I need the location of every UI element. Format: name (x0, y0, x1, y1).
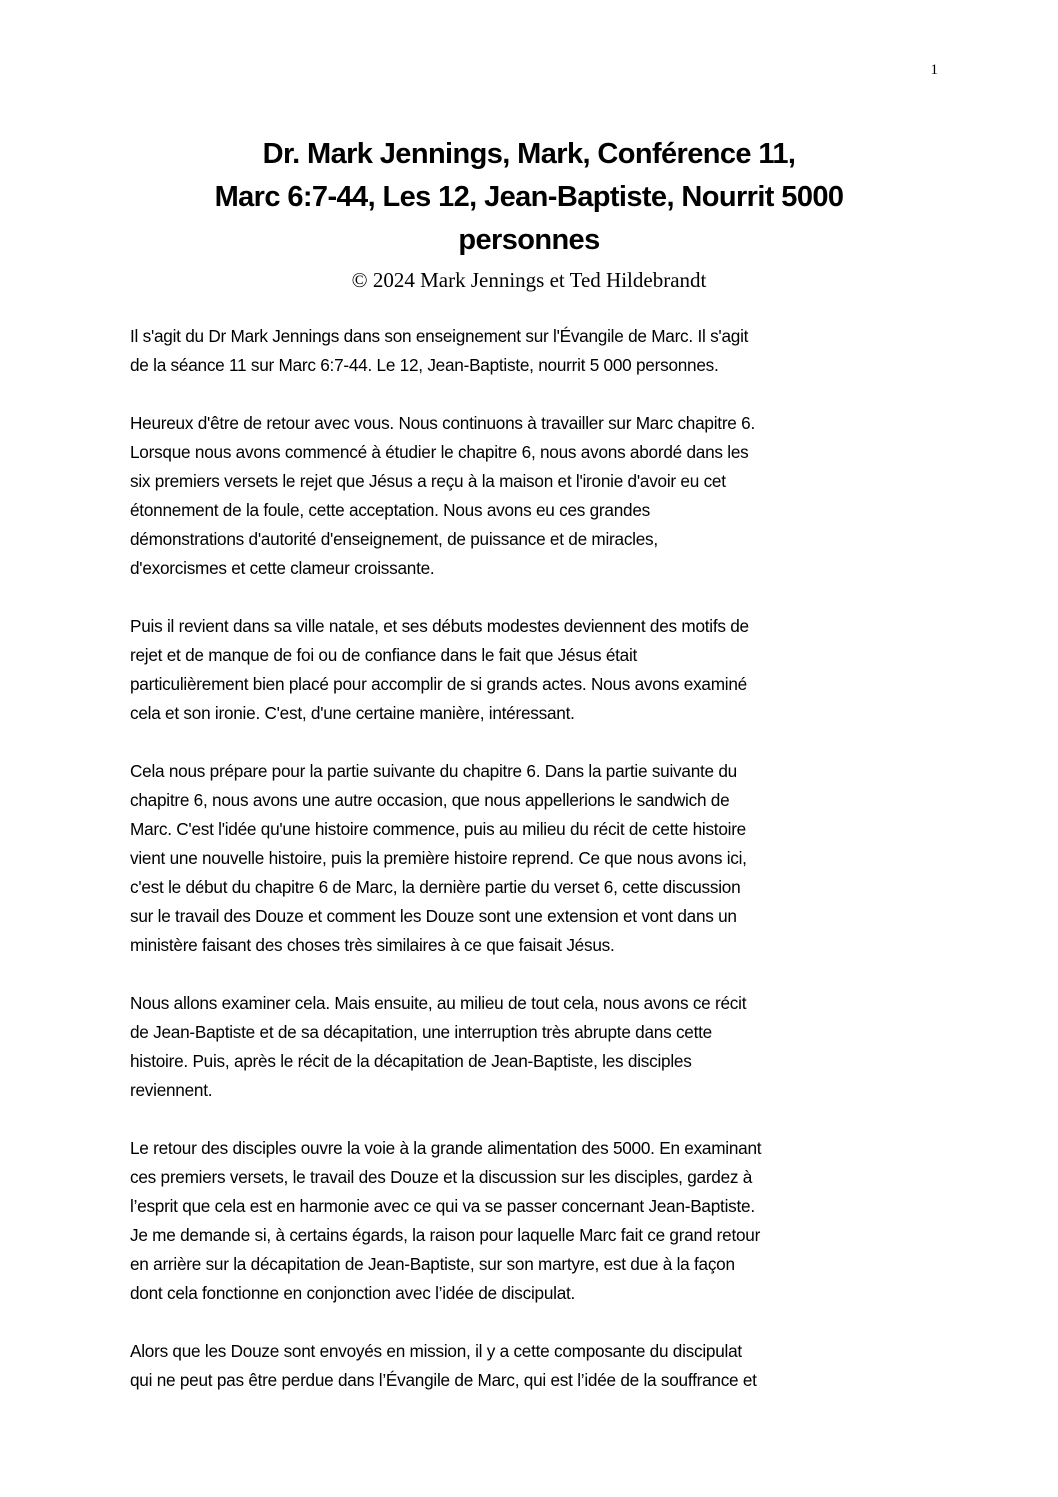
text-line: vient une nouvelle histoire, puis la première histoire reprend. Ce que nous avons ici, (130, 848, 747, 868)
title-line: Marc 6:7-44, Les 12, Jean-Baptiste, Nourrit 5000 (214, 181, 844, 213)
text-line: Alors que les Douze sont envoyés en mission, il y a cette composante du discipulat (130, 1341, 742, 1361)
paragraph (130, 1337, 950, 1395)
text-line: en arrière sur la décapitation de Jean-Baptiste, sur son martyre, est due à la façon (130, 1254, 735, 1274)
text-line: cela et son ironie. C'est, d'une certaine manière, intéressant. (130, 703, 575, 723)
text-line: d'exorcismes et cette clameur croissante. (130, 558, 435, 578)
text-line: Cela nous prépare pour la partie suivante du chapitre 6. Dans la partie suivante du (130, 761, 737, 781)
text-line: Le retour des disciples ouvre la voie à la grande alimentation des 5000. En examinant (130, 1138, 762, 1158)
paragraph (130, 757, 950, 960)
text-line: Marc. C'est l'idée qu'une histoire commence, puis au milieu du récit de cette histoire (130, 819, 746, 839)
text-line: particulièrement bien placé pour accomplir de si grands actes. Nous avons examiné (130, 674, 747, 694)
page-number: 1 (930, 62, 938, 78)
title-line: Dr. Mark Jennings, Mark, Conférence 11, (262, 138, 796, 170)
text-line: Il s'agit du Dr Mark Jennings dans son enseignement sur l'Évangile de Marc. Il s'agit (130, 326, 749, 346)
document-title (100, 133, 958, 262)
text-line: reviennent. (130, 1080, 213, 1100)
text-line: étonnement de la foule, cette acceptation. Nous avons eu ces grandes (130, 500, 650, 520)
text-line: rejet et de manque de foi ou de confiance dans le fait que Jésus était (130, 645, 638, 665)
text-line: Lorsque nous avons commencé à étudier le chapitre 6, nous avons abordé dans les (130, 442, 749, 462)
text-line: de Jean-Baptiste et de sa décapitation, une interruption très abrupte dans cette (130, 1022, 712, 1042)
text-line: ministère faisant des choses très similaires à ce que faisait Jésus. (130, 935, 615, 955)
copyright-line: © 2024 Mark Jennings et Ted Hildebrandt (351, 268, 707, 292)
paragraph (130, 989, 950, 1105)
text-line: de la séance 11 sur Marc 6:7-44. Le 12, Jean-Baptiste, nourrit 5 000 personnes. (130, 355, 719, 375)
document-body (130, 322, 950, 1424)
text-line: démonstrations d'autorité d'enseignement, de puissance et de miracles, (130, 529, 658, 549)
text-line: Puis il revient dans sa ville natale, et ses débuts modestes deviennent des motifs de (130, 616, 749, 636)
text-line: ces premiers versets, le travail des Douze et la discussion sur les disciples, gardez à (130, 1167, 753, 1187)
text-line: chapitre 6, nous avons une autre occasion, que nous appellerions le sandwich de (130, 790, 730, 810)
text-line: qui ne peut pas être perdue dans l’Évangile de Marc, qui est l’idée de la souffrance et (130, 1370, 757, 1390)
text-line: histoire. Puis, après le récit de la décapitation de Jean-Baptiste, les disciples (130, 1051, 692, 1071)
text-line: c'est le début du chapitre 6 de Marc, la dernière partie du verset 6, cette discussion (130, 877, 741, 897)
text-line: l’esprit que cela est en harmonie avec ce qui va se passer concernant Jean-Baptiste. (130, 1196, 755, 1216)
paragraph (130, 612, 950, 728)
paragraph (130, 1134, 950, 1308)
text-line: six premiers versets le rejet que Jésus a reçu à la maison et l'ironie d'avoir eu cet (130, 471, 726, 491)
title-line: personnes (458, 224, 600, 256)
text-line: Nous allons examiner cela. Mais ensuite, au milieu de tout cela, nous avons ce récit (130, 993, 747, 1013)
paragraph (130, 322, 950, 380)
text-line: dont cela fonctionne en conjonction avec l’idée de discipulat. (130, 1283, 576, 1303)
text-line: Heureux d'être de retour avec vous. Nous continuons à travailler sur Marc chapitre 6. (130, 413, 755, 433)
paragraph (130, 409, 950, 583)
text-line: Je me demande si, à certains égards, la raison pour laquelle Marc fait ce grand retour (130, 1225, 761, 1245)
text-line: sur le travail des Douze et comment les Douze sont une extension et vont dans un (130, 906, 737, 926)
